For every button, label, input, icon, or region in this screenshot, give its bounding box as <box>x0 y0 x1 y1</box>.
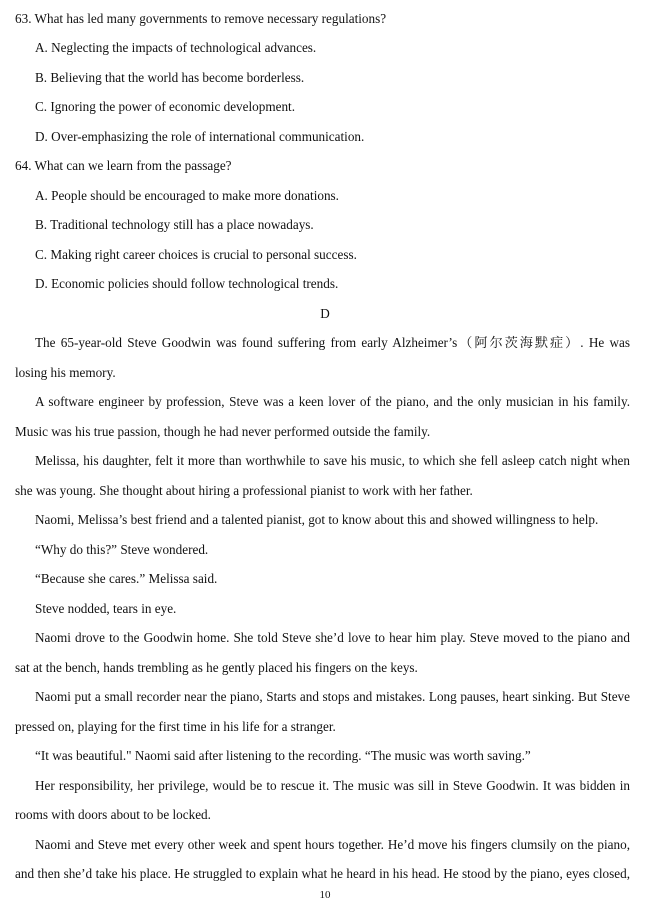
question-64-option-d: D. Economic policies should follow technological trends. <box>35 276 339 291</box>
passage-line: The 65-year-old Steve Goodwin was found suffering from early Alzheimer’s（阿尔茨海默症）. He was <box>35 335 630 350</box>
question-63-option-d: D. Over-emphasizing the role of international communication. <box>35 129 365 144</box>
passage-line: Steve nodded, tears in eye. <box>35 601 177 616</box>
passage-line: Her responsibility, her privilege, would be to rescue it. The music was sill in Steve Goodwin. It was bidden in <box>35 778 630 793</box>
passage-line: rooms with doors about to be locked. <box>15 807 211 822</box>
passage-line: “It was beautiful." Naomi said after listening to the recording. “The music was worth saving.” <box>35 748 531 763</box>
passage-line: Melissa, his daughter, felt it more than worthwhile to save his music, to which she fell asleep catch night when <box>35 453 630 468</box>
question-63-stem: 63. What has led many governments to remove necessary regulations? <box>15 11 387 26</box>
passage-line: pressed on, playing for the first time in his life for a stranger. <box>15 719 336 734</box>
passage-line: Naomi drove to the Goodwin home. She told Steve she’d love to hear him play. Steve moved to the piano and <box>35 630 630 645</box>
question-63-option-b: B. Believing that the world has become borderless. <box>35 70 305 85</box>
question-64-stem: 64. What can we learn from the passage? <box>15 158 232 173</box>
passage-line: Naomi and Steve met every other week and spent hours together. He’d move his fingers clumsily on the piano, <box>35 837 630 852</box>
passage-line: sat at the bench, hands trembling as he gently placed his fingers on the keys. <box>15 660 418 675</box>
passage-line: and then she’d take his place. He struggled to explain what he heard in his head. He stood by the piano, eyes closed, <box>15 866 630 881</box>
passage-line: “Because she cares.” Melissa said. <box>35 571 218 586</box>
passage-line: Naomi put a small recorder near the piano, Starts and stops and mistakes. Long pauses, heart sinking. But Steve <box>35 689 630 704</box>
question-64-option-a: A. People should be encouraged to make more donations. <box>35 188 339 203</box>
passage-line: Naomi, Melissa’s best friend and a talented pianist, got to know about this and showed willingness to help. <box>35 512 599 527</box>
passage-line: losing his memory. <box>15 365 116 380</box>
page-number: 10 <box>319 889 331 901</box>
question-63-option-a: A. Neglecting the impacts of technological advances. <box>35 40 317 55</box>
question-64-option-c: C. Making right career choices is crucial to personal success. <box>35 247 357 262</box>
passage-line: she was young. She thought about hiring a professional pianist to work with her father. <box>15 483 473 498</box>
passage-line: “Why do this?” Steve wondered. <box>35 542 209 557</box>
question-64-option-b: B. Traditional technology still has a place nowadays. <box>35 217 314 232</box>
question-63-option-c: C. Ignoring the power of economic development. <box>35 99 296 114</box>
section-heading: D <box>320 306 330 321</box>
passage-line: Music was his true passion, though he had never performed outside the family. <box>15 424 431 439</box>
passage-line: A software engineer by profession, Steve was a keen lover of the piano, and the only musician in his family. <box>35 394 630 409</box>
